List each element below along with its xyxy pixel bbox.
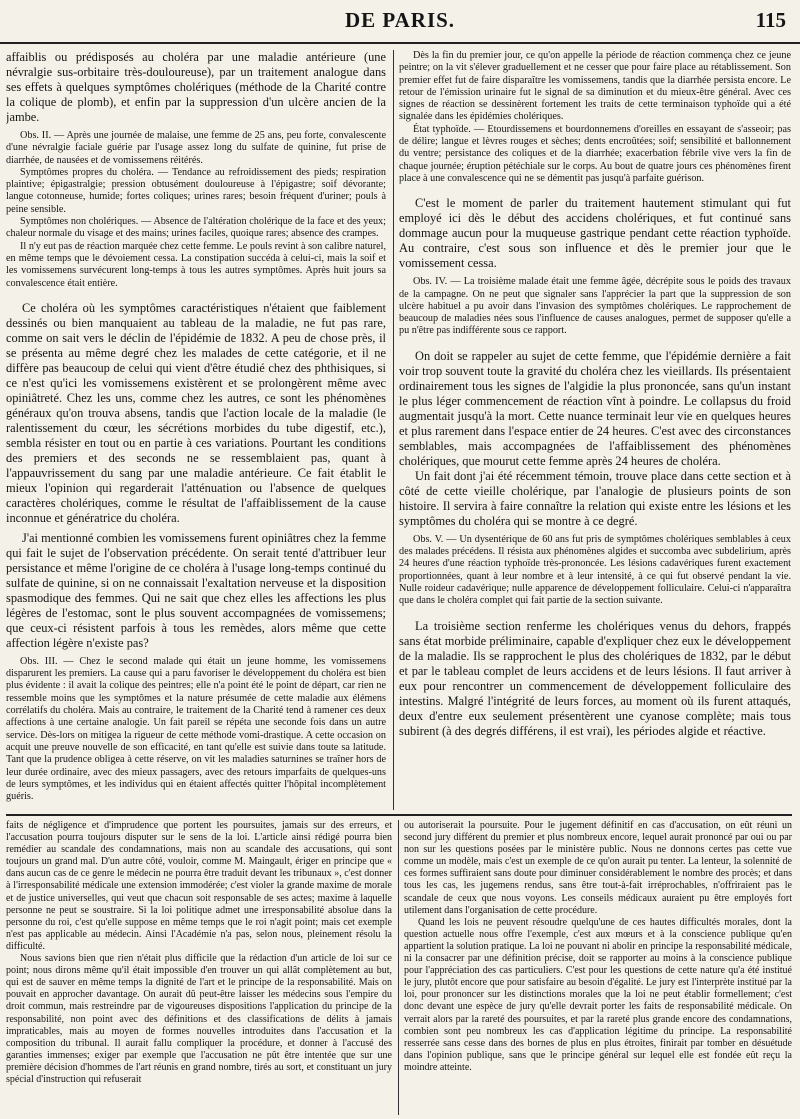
section-divider	[6, 814, 792, 816]
left-paragraph-3: J'ai mentionné combien les vomissemens furent opiniâtres chez la femme qui fait le sujet de l'observation précédente. On serait tenté d'attribuer leur persistance et même l'origine de ce choléra à l'usage long-temps continué du sulfate de quinine, si on ne connaissait l'exaltation nerveuse et la disposition spasmodique des femmes. Qui ne sait que chez elles les affections les plus légères de l'estomac, sont le plus souvent accompagnées de vomissemens; que ceux-ci résistent parfois à tous les remèdes, alors même que cette affection légère n'existe pas?	[6, 530, 386, 650]
bottom-left-paragraph-2: Nous savions bien que rien n'était plus difficile que la rédaction d'un article de loi sur ce point; nous dirons même qu'il était impossible d'en trouver un qui allât complètement au but, qui est de sauver en même temps la dignité de l'art et le principe de la responsabilité. Mais on pouvait en approcher davantage. On aurait dû peut-être laisser les médecins sous l'empire du droit commun, mais restreindre par de vigoureuses dispositions l'application du principe de la responsabilité, non point avec des définitions et des classifications de délits à jamais impraticables, mais au moyen de formes nouvelles introduites dans l'accusation et la composition du tribunal. Il aurait fallu compliquer la procédure, et donner à l'accusé des garanties immenses; exiger par exemple que l'accusation ne pût être intentée que sur une première décision d'hommes de l'art réunis en grand nombre, tirés au sort, et constituant un jury spécial d'instruction qui refuserait	[6, 953, 392, 1085]
right-paragraph-3: On doit se rappeler au sujet de cette femme, que l'épidémie dernière a fait voir trop souvent toute la gravité du choléra chez les vieillards. Ils présentaient ordinairement tous les signes de l'algidie la plus prononcée, sans qu'un instant le plus léger commencement de réaction vînt à poindre. Le collapsus du froid augmentait jusqu'à la mort. Cette nuance terminait leur vie en quelques heures et plus rarement dans l'espace entier de 24 heures. C'est avec des circonstances semblables, mais accompagnées de l'affaiblissement des phénomènes cholériques, que mourut cette femme après 24 heures de choléra.	[399, 348, 791, 468]
observation-2-non-choleric: Symptômes non cholériques. — Absence de l'altération cholérique de la face et des yeux; chaleur normale du visage et des mains; urines faciles, quoique rares; absence des crampes.	[6, 216, 386, 240]
right-paragraph-1: Dès la fin du premier jour, ce qu'on appelle la période de réaction commença chez ce jeune peintre; on la vit s'élever graduellement et ne cesser que pour faire place au rétablissement. Son premier effet fut de faire disparaître les vomissemens, tandis que la diarrhée persista encore. Le retour de l'émission urinaire fut le signal de sa diminution et du mieux-être général. Avec ces signes de réaction se dessinèrent fortement les traits de cette terminaison typhoïde qui a été signalée dans les épidémies cholériques.	[399, 50, 791, 123]
right-paragraph-5: La troisième section renferme les cholériques venus du dehors, frappés sans état morbide préliminaire, capable d'expliquer chez eux le développement de la maladie. Ils se rapprochent le plus des cholériques de 1832, par le début et par le tableau complet de leurs accidens et de leurs lésions. Il faut arriver à eux pour rencontrer un commencement de développement folliculaire des intestins. Malgré l'intégrité de leurs forces, au moment où ils furent attaqués, deux d'entre eux seulement présentèrent une cyanose complète; mais tous subirent (à des degrés différens, il est vrai), les périodes algide et réactive.	[399, 618, 791, 738]
right-paragraph-2: C'est le moment de parler du traitement hautement stimulant qui fut employé ici dès le début des accidens cholériques, et fut continué sans dommage aucun pour la muqueuse gastrique pendant cette réaction typhoïde. Au contraire, c'est sous son influence et dès le premier jour que le vomissement cessa.	[399, 196, 791, 271]
typhoid-state: État typhoïde. — Etourdissemens et bourdonnemens d'oreilles en essayant de s'asseoir; pas de délire; langue et lèvres rouges et sèches; dents encroûtées; soif; sensibilité et ballonnement du ventre; persistance des coliques et de la diarrhée; exacerbation fébrile vive vers la fin de chaque journée; éruption pétéchiale sur le corps. Au bout de quatre jours ces phénomènes firent place à une convalescence qui ne se démentit pas jusqu'à parfaite guérison.	[399, 123, 791, 184]
left-column	[6, 50, 386, 810]
running-title: DE PARIS.	[344, 8, 456, 32]
bottom-right-paragraph-2: Quand les lois ne peuvent résoudre quelqu'une de ces hautes difficultés morales, dont la question actuelle nous offre l'exemple, c'est aux mœurs et à la conscience publique qu'en appartient la solution pratique. La loi ne pouvant ni abolir en principe la responsabilité médicale, ni la consacrer par une définition précise, doit se rapporter au moins à la conscience publique pour l'appréciation des cas particuliers. C'est pour les questions de cette nature qu'a été institué le jury, plutôt encore que pour satisfaire au besoin d'égalité. Le jury est l'interprète institué par la loi, pour prononcer sur les distinctions morales que la loi ne peut établir formellement; c'est donc devant une espèce de jury qu'elle devrait porter les faits de responsabilité médicale. On verrait alors par la rareté des poursuites, et par la rareté plus grande encore des condamnations, combien sont peu nombreux les cas d'application légitime du principe. La responsabilité resserrée sans cesse dans des bornes de plus en plus étroites, finirait par tomber en désuétude dans l'opinion publique, sans que le principe général sur lequel elle est fondée eût reçu la moindre atteinte.	[404, 916, 792, 1073]
observation-2-outcome: Il n'y eut pas de réaction marquée chez cette femme. Le pouls revint à son calibre naturel, en même temps que le dévoiement cessa. La constipation succéda à celui-ci, mais la soif et les vomissemens survécurent long-temps à tous les autres symptômes. Après huit jours sa convalescence était entière.	[6, 240, 386, 289]
observation-4: Obs. IV. — La troisième malade était une femme âgée, décrépite sous le poids des travaux de la campagne. On ne peut que signaler sans l'apprécier la part que la suppression de son ulcère habituel a pu avoir dans l'invasion des symptômes cholériques. Le rapprochement de beaucoup de maladies nées sous l'influence de causes analogues, permet de supposer qu'elle a pu n'être pas indifférente sous ce rapport.	[399, 276, 791, 337]
observation-2: Obs. II. — Après une journée de malaise, une femme de 25 ans, peu forte, convalescente d'une névralgie faciale guérie par l'usage assez long du sulfate de quinine, fut prise de diarrhée, de nausées et de vomissemens réitérés.	[6, 130, 386, 166]
bottom-left-column	[6, 820, 392, 1115]
left-paragraph-2: Ce choléra où les symptômes caractéristiques n'étaient que faiblement dessinés ou bien manquaient au tableau de la maladie, ne fut pas rare, comme on sait vers le déclin de l'épidémie de 1832. A peu de chose près, il se présenta au même degré chez les malades de cette catégorie, et il ne diffère pas beaucoup de celui qui vient d'être étudié chez des phthisiques, si ce n'est qu'ici les vomissemens existèrent et se prolongèrent même avec opiniâtreté. Chez les uns, comme chez les autres, ce sont les phénomènes généraux qu'on trouva absens, tandis que l'action locale de la maladie (le ralentissement du cœur, les sécrétions morbides du tube digestif, etc.), sembla résister en tout ou en partie à ces variations. Pourtant les conditions des premiers et des seconds ne se ressemblaient pas, quant à l'appauvrissement du sang par une maladie antérieure. Ce fait établit le mieux l'opinion qui regarderait l'atténuation ou l'absence de quelques caractères cholériques, comme le résultat de l'affaiblissement de la cause inconnue et génératrice du choléra.	[6, 300, 386, 525]
bottom-right-column	[404, 820, 792, 1115]
observation-2-symptoms: Symptômes propres du choléra. — Tendance au refroidissement des pieds; respiration plaintive; épigastralgie; pression obtusément douloureuse à l'épigastre; soif dévorante; langue cotonneuse, humide; fortes coliques; urines rares; besoin fréquent d'uriner; pouls à peine sensible.	[6, 166, 386, 215]
bottom-left-paragraph-1: faits de négligence et d'imprudence que portent les poursuites, jamais sur des erreurs, et l'accusation pourra toujours disputer sur le sens de la loi. L'article ainsi rédigé pourra bien remédier au scandale des condamnations, mais non au scandale des accusations, qui sont toujours un grand mal. D'un autre côté, vouloir, comme M. Maingault, ériger en principe que « dans aucun cas de ce genre le médecin ne pourra être traduit devant les tribunaux », c'est donner à l'irresponsabilité médicale une extension immodérée; c'est violer la grande maxime de morale et de justice universelles, qui veut que chacun soit responsable de ses actes; maxime à laquelle personne ne peut se soustraire. Si la loi politique admet une irresponsabilité absolue dans la personne du roi, c'est qu'elle suppose en même temps que le roi n'agit point; mais cet exemple n'est pas applicable au médecin. Ainsi l'Académie n'a pas, selon nous, pleinement résolu la difficulté.	[6, 820, 392, 952]
left-paragraph-1: affaiblis ou prédisposés au choléra par une maladie antérieure (une névralgie sus-orbitaire très-douloureuse), par un traitement analogue dans ses effets à quelques symptômes cholériques (méthode de la Charité contre la colique de plomb), et enfin par la suppression d'un ulcère ancien de la jambe.	[6, 50, 386, 124]
right-paragraph-4: Un fait dont j'ai été récemment témoin, trouve place dans cette section et à côté de cette vieille cholérique, par l'analogie de plusieurs points de son histoire. Il servira à faire connaître la relation qui existe entre les lésions et les symptômes du choléra qui se montre à ce degré.	[399, 468, 791, 528]
right-column	[399, 50, 791, 810]
bottom-column-divider	[398, 820, 399, 1115]
page-header	[0, 8, 800, 44]
page-number: 115	[755, 8, 786, 32]
column-divider	[393, 50, 394, 810]
bottom-right-paragraph-1: ou autoriserait la poursuite. Pour le jugement définitif en cas d'accusation, on eût réuni un second jury différent du premier et plus nombreux encore, lequel aurait prononcé par oui ou par non sur les questions posées par le ministère public. Nous ne donnons certes pas cette vue comme un modèle, mais c'est un exemple de ce qu'on aurait pu tenter. La lenteur, la solennité de ces formes suffiraient sans doute pour diminuer considérablement le nombre des procès; et dans tous les cas, les jugemens rendus, sans être tout-à-fait irréprochables, n'offriraient pas le scandale de ceux que nous voyons. Les conseils médicaux auraient pu être employés fort utilement dans l'organisation de cette procédure.	[404, 820, 792, 916]
observation-5: Obs. V. — Un dysentérique de 60 ans fut pris de symptômes cholériques semblables à ceux des malades précédens. Il résista aux phénomènes algides et succomba avec subdelirium, après 24 heures d'une réaction typhoïde très-prononcée. Les lésions cadavériques furent exactement proportionnées, quant à leur nombre et à leur intensité, à ce qui fut observé pendant la vie. Nulle roideur cadavérique; nulle apparence de développement folliculaire. Celui-ci n'apparaîtra que dans le choléra complet qui fait partie de la section suivante.	[399, 533, 791, 607]
observation-3: Obs. III. — Chez le second malade qui était un jeune homme, les vomissemens disparurent les premiers. La cause qui a paru favoriser le développement du choléra est bien plus évidente : il avait la colique des peintres; elle n'a point été le point de départ, car rien ne ressemble moins que les symptômes et la nature présumée de cette maladie aux élémens corrélatifs du choléra. Mais au contraire, le traitement de la Charité tend à ramener ces deux affections à une certaine analogie. Un fait pareil se répéta une seconde fois dans un autre service. Dès-lors on mitigea la rigueur de cette méthode vomi-drastique. A cette occasion on acquit une preuve nouvelle de son efficacité, en tant qu'elle est suivie dans toute sa latitude. Tant que la prudence obligea à cette réserve, on vit les maladies saturnines se traîner hors de leur durée ordinaire, avec des mieux passagers, avec des retours imparfaits de quelques-uns de leurs symptômes, et les individus qui en étaient affectés quitter l'hôpital incomplètement guéris.	[6, 655, 386, 803]
